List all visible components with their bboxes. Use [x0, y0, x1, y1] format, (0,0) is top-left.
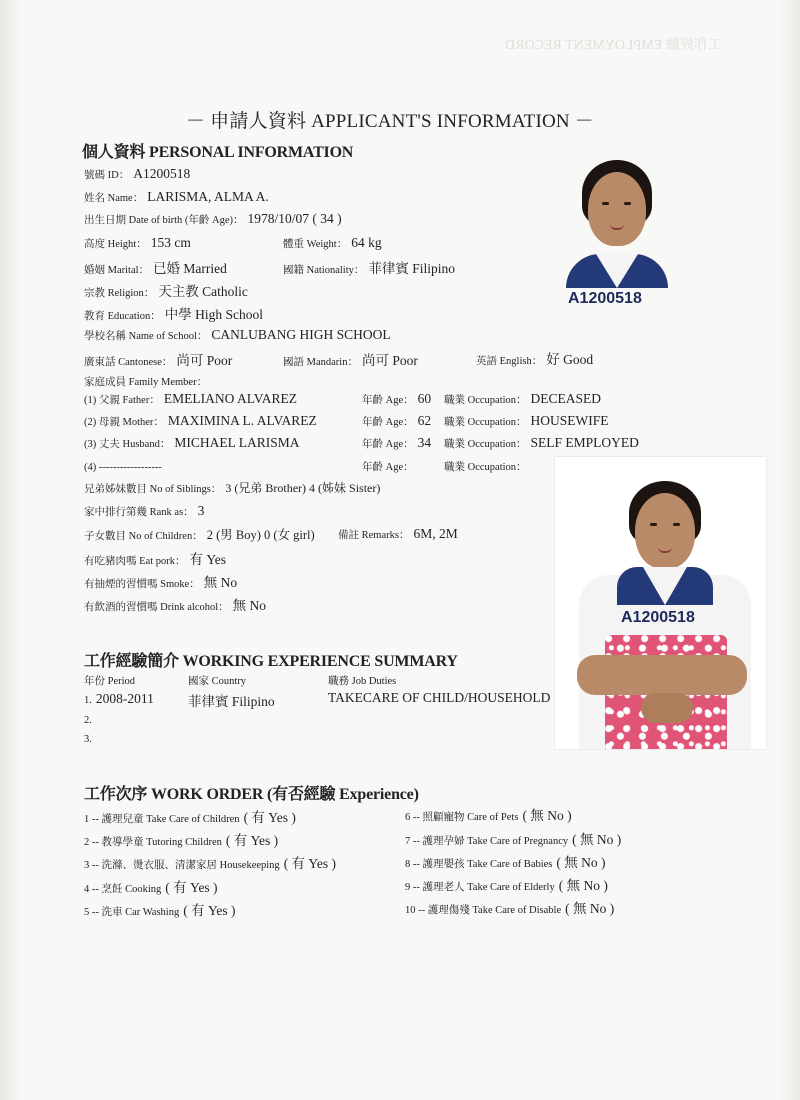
cantonese-value: 尚可 Poor — [176, 353, 233, 368]
age-label: 年齡 Age： — [362, 417, 414, 428]
pork-label: 有吃豬肉嗎 Eat pork： — [84, 556, 186, 567]
family-member-name: MICHAEL LARISMA — [174, 435, 300, 450]
education-value: 中學 High School — [164, 307, 263, 322]
height-row — [84, 234, 191, 252]
marital-row — [84, 257, 227, 278]
work-country: 菲律賓 Filipino — [188, 694, 275, 709]
family-member-row — [84, 457, 162, 475]
work-row — [84, 690, 154, 708]
family-relation-label: (4) ------------------ — [84, 462, 162, 473]
work-order-label: 8 -- 護理嬰孩 Take Care of Babies — [405, 859, 553, 870]
marital-label: 婚姻 Marital： — [84, 265, 150, 276]
height-label: 高度 Height： — [84, 239, 147, 250]
page-title: － 申請人資料 APPLICANT'S INFORMATION － — [186, 111, 594, 132]
children-value: 2 (男 Boy) 0 (女 girl) — [206, 528, 315, 542]
family-member-name: EMELIANO ALVAREZ — [163, 391, 297, 406]
family-age — [362, 412, 431, 430]
weight-row — [283, 234, 382, 252]
id-label: 號碼 ID： — [84, 170, 130, 181]
alcohol-label: 有飲酒的習慣嗎 Drink alcohol： — [84, 602, 229, 613]
personal-info-heading: 個人資料 PERSONAL INFORMATION — [82, 144, 354, 161]
work-order-label: 7 -- 護理孕婦 Take Care of Pregnancy — [405, 836, 569, 847]
family-relation-label: (2) 母親 Mother： — [84, 417, 164, 428]
id-value: A1200518 — [133, 166, 191, 181]
name-label: 姓名 Name： — [84, 193, 144, 204]
pork-value: 有 Yes — [189, 552, 227, 567]
work-order-label: 9 -- 護理老人 Take Care of Elderly — [405, 882, 555, 893]
applicant-photo-small — [558, 158, 676, 310]
religion-label: 宗教 Religion： — [84, 288, 155, 299]
english-row — [476, 348, 593, 369]
english-value: 好 Good — [546, 352, 594, 367]
cantonese-label: 廣東話 Cantonese： — [84, 357, 173, 368]
nationality-label: 國籍 Nationality： — [283, 265, 365, 276]
family-label: 家庭成員 Family Member： — [84, 377, 208, 388]
work-order-item — [405, 804, 572, 825]
col-country-header: 國家 Country — [188, 676, 247, 687]
work-order-item — [84, 829, 278, 850]
religion-value: 天主教 Catholic — [158, 284, 248, 299]
work-order-value: ( 有 Yes ) — [243, 810, 296, 825]
age-label: 年齡 Age： — [362, 462, 414, 473]
work-summary-heading: 工作經驗簡介 WORKING EXPERIENCE SUMMARY — [84, 653, 458, 670]
school-value: CANLUBANG HIGH SCHOOL — [211, 327, 391, 342]
rank-row — [84, 502, 204, 520]
work-order-item — [405, 897, 614, 918]
school-label: 學校名稱 Name of School： — [84, 331, 208, 342]
work-order-value: ( 無 No ) — [565, 901, 615, 916]
work-order-value: ( 無 No ) — [556, 855, 606, 870]
weight-value: 64 kg — [351, 235, 382, 250]
nationality-row — [283, 257, 455, 278]
work-order-item — [405, 828, 621, 849]
bleed-through-heading: 工作經驗 EMPLOYMENT RECORD — [505, 38, 722, 53]
work-order-item — [405, 874, 608, 895]
siblings-row — [84, 479, 380, 497]
rank-label: 家中排行第幾 Rank as： — [84, 507, 194, 518]
work-duties: TAKECARE OF CHILD/HOUSEHOLD — [328, 690, 551, 705]
work-order-value: ( 有 Yes ) — [225, 833, 279, 848]
work-order-item — [84, 899, 235, 920]
family-age — [362, 390, 431, 408]
work-order-label: 3 -- 洗滌、燙衣服、清潔家居 Housekeeping — [84, 860, 280, 871]
family-member-row — [84, 434, 299, 452]
age-label: 年齡 Age： — [362, 439, 414, 450]
occupation-label: 職業 Occupation： — [444, 462, 527, 473]
work-period: 2008-2011 — [95, 691, 154, 706]
age-label: 年齡 Age： — [362, 395, 414, 406]
col-period-header: 年份 Period — [84, 676, 136, 687]
dob-label: 出生日期 Date of birth (年齡 Age)： — [84, 215, 244, 226]
work-order-label: 4 -- 烹飪 Cooking — [84, 884, 162, 895]
work-order-value: ( 無 No ) — [558, 878, 608, 893]
family-member-name: MAXIMINA L. ALVAREZ — [167, 413, 317, 428]
col-duties-header: 職務 Job Duties — [328, 676, 397, 687]
work-order-label: 6 -- 照顧寵物 Care of Pets — [405, 812, 519, 823]
school-row — [84, 326, 391, 344]
occupation-value: DECEASED — [530, 391, 602, 406]
work-row-number: 3. — [84, 734, 92, 745]
children-label: 子女數目 No of Children： — [84, 531, 203, 542]
english-label: 英語 English： — [476, 356, 543, 367]
marital-value: 已婚 Married — [153, 261, 227, 276]
family-member-row — [84, 390, 297, 408]
family-relation-label: (3) 丈夫 Husband： — [84, 439, 171, 450]
smoke-label: 有抽煙的習慣嗎 Smoke： — [84, 579, 200, 590]
height-value: 153 cm — [150, 235, 191, 250]
work-order-heading: 工作次序 WORK ORDER (有否經驗 Experience) — [84, 786, 419, 803]
eye-shape — [624, 202, 631, 205]
family-occupation — [444, 390, 601, 408]
id-row — [84, 165, 190, 183]
work-order-value: ( 有 Yes ) — [183, 903, 236, 918]
alcohol-value: 無 No — [232, 598, 267, 613]
children-row — [84, 525, 315, 544]
remarks-label: 備註 Remarks： — [338, 530, 410, 541]
applicant-photo-large — [555, 457, 766, 749]
weight-label: 體重 Weight： — [283, 239, 348, 250]
photo-id-label: A1200518 — [621, 609, 695, 626]
age-value: 62 — [417, 413, 432, 428]
mandarin-row — [283, 349, 418, 370]
work-order-label: 5 -- 洗車 Car Washing — [84, 907, 180, 918]
occupation-value: HOUSEWIFE — [530, 413, 609, 428]
work-order-label: 2 -- 教導學童 Tutoring Children — [84, 837, 222, 848]
remarks-value: 6M, 2M — [413, 526, 458, 541]
family-occupation — [444, 457, 527, 475]
work-order-value: ( 有 Yes ) — [165, 880, 218, 895]
work-row-number: 1. — [84, 695, 92, 706]
work-order-item — [84, 876, 218, 897]
dob-value: 1978/10/07 ( 34 ) — [247, 211, 342, 226]
work-order-item — [84, 852, 336, 873]
work-order-label: 10 -- 護理傷殘 Take Care of Disable — [405, 905, 562, 916]
smoke-value: 無 No — [203, 575, 238, 590]
remarks-row — [338, 525, 458, 543]
family-label-row — [84, 372, 207, 390]
family-age — [362, 434, 431, 452]
smoke-row — [84, 571, 237, 592]
name-row — [84, 188, 269, 206]
mandarin-label: 國語 Mandarin： — [283, 357, 358, 368]
rank-value: 3 — [197, 503, 205, 518]
occupation-value: SELF EMPLOYED — [530, 435, 639, 450]
eye-shape — [602, 202, 609, 205]
nationality-value: 菲律賓 Filipino — [368, 261, 456, 276]
face-shape — [588, 172, 646, 246]
pork-row — [84, 548, 226, 569]
work-order-label: 1 -- 護理兒童 Take Care of Children — [84, 814, 240, 825]
education-row — [84, 303, 263, 324]
eye-shape — [673, 523, 680, 526]
work-order-value: ( 有 Yes ) — [283, 856, 336, 871]
religion-row — [84, 280, 248, 301]
eye-shape — [650, 523, 657, 526]
arm-shape — [577, 655, 747, 695]
alcohol-row — [84, 594, 266, 615]
family-age — [362, 457, 414, 475]
occupation-label: 職業 Occupation： — [444, 395, 527, 406]
siblings-label: 兄弟姊妹數目 No of Siblings： — [84, 484, 222, 495]
work-order-value: ( 無 No ) — [522, 808, 572, 823]
family-member-row — [84, 412, 317, 430]
work-order-item — [405, 851, 606, 872]
work-row-number: 2. — [84, 715, 92, 726]
family-occupation — [444, 434, 639, 452]
age-value: 34 — [417, 435, 432, 450]
work-order-item — [84, 806, 296, 827]
photo-id-label: A1200518 — [568, 290, 642, 307]
name-value: LARISMA, ALMA A. — [147, 189, 269, 204]
siblings-value: 3 (兄弟 Brother) 4 (姊妹 Sister) — [225, 481, 381, 495]
age-value: 60 — [417, 391, 432, 406]
hands-shape — [641, 693, 693, 723]
family-relation-label: (1) 父親 Father： — [84, 395, 160, 406]
occupation-label: 職業 Occupation： — [444, 417, 527, 428]
work-order-value: ( 無 No ) — [572, 832, 622, 847]
family-occupation — [444, 412, 609, 430]
mandarin-value: 尚可 Poor — [361, 353, 418, 368]
face-shape — [635, 493, 695, 569]
education-label: 教育 Education： — [84, 311, 161, 322]
dob-row — [84, 210, 342, 228]
occupation-label: 職業 Occupation： — [444, 439, 527, 450]
cantonese-row — [84, 349, 232, 370]
